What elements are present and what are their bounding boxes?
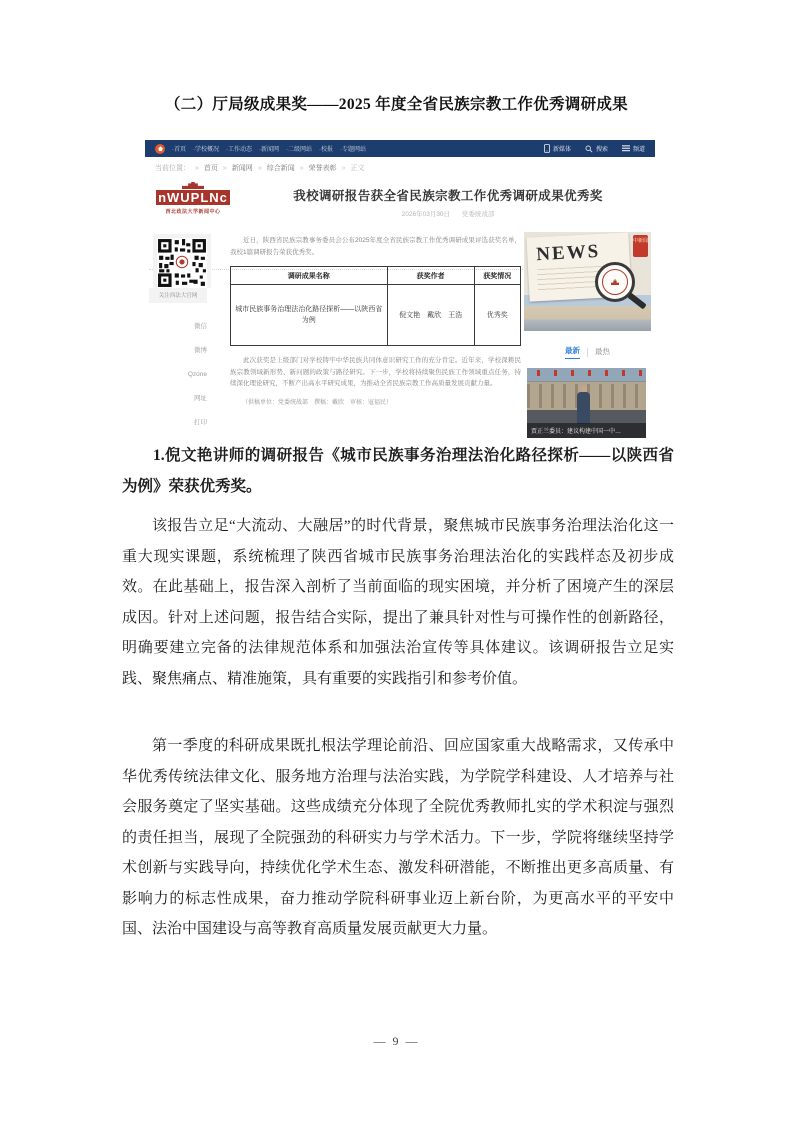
- nav-item-special[interactable]: ·专题网站: [340, 147, 366, 153]
- hamburger-icon: [622, 145, 630, 152]
- award-table: [230, 266, 521, 346]
- cell-authors: 倪文艳 戴欣 王浩: [387, 285, 474, 346]
- news-word: NEWS: [535, 240, 601, 266]
- share-qzone[interactable]: Qzone: [187, 371, 207, 378]
- university-news-logo[interactable]: [149, 182, 237, 215]
- nav-item-subsites[interactable]: ·二级网站: [286, 147, 312, 153]
- red-flags: [529, 370, 644, 376]
- document-body: [122, 440, 674, 945]
- search-button[interactable]: 搜索: [585, 144, 608, 153]
- breadcrumb-news[interactable]: 新闻网: [231, 165, 253, 172]
- cell-result-name: 城市民族事务治理法治化路径探析——以陕西省为例: [231, 285, 388, 346]
- article-byline: （供稿单位：党委统战部 撰稿：戴欣 审核：寇福民）: [242, 399, 393, 406]
- qr-caption: 关注西法大官网: [149, 288, 207, 303]
- breadcrumb-general-news[interactable]: 综合新闻: [266, 165, 295, 172]
- sidebar: [524, 232, 651, 438]
- sidebar-tabs: [524, 345, 651, 359]
- breadcrumb-separator: [223, 165, 227, 172]
- col-header-authors: 获奖作者: [387, 267, 474, 285]
- logo-name: 西北政法大学新闻中心: [165, 209, 221, 215]
- paragraph-quarter-summary: 第一季度的科研成果既扎根法学理论前沿、回应国家重大战略需求，又传承中华优秀传统法律文化、服务地方治理与法治实践，为学院学科建设、人才培养与社会服务奠定了坚实基础。这些成绩充分体现了全院优秀教师扎实的学术积淀与强烈的责任担当，展现了全院强劲的科研实力与学术活力。下一步，学院将继续坚持学术创新与实践导向，持续优化学术生态、激发科研潜能，不断推出更多高质量、有影响力的标志性成果，奋力推动学院科研事业迈上新台阶，为更高水平的平安中国、法治中国建设与高等教育高质量发展贡献更大力量。: [122, 738, 674, 937]
- breadcrumb-prefix: 当前位置：: [155, 165, 190, 172]
- news-illustration: [524, 232, 651, 331]
- nav-item-home[interactable]: ·首页: [172, 147, 186, 153]
- table-header-row: [231, 267, 521, 285]
- nav-item-news-trends[interactable]: ·工作动态: [226, 147, 252, 153]
- paragraph-award-lead: 1.倪文艳讲师的调研报告《城市民族事务治理法治化路径探析——以陕西省为例》荣获优秀奖。: [122, 447, 674, 495]
- qr-code: [153, 234, 211, 288]
- breadcrumb-separator: [258, 165, 262, 172]
- breadcrumb-current: 正文: [350, 165, 365, 172]
- section-heading: （二）厅局级成果奖——2025 年度全省民族宗教工作优秀调研成果: [165, 96, 628, 113]
- related-news-photo[interactable]: [527, 368, 646, 438]
- col-header-award: 获奖情况: [474, 267, 520, 285]
- tab-hottest[interactable]: 最热: [595, 346, 610, 356]
- site-navbar: [145, 140, 655, 157]
- share-print[interactable]: 打印: [194, 419, 207, 426]
- article-source: 党委统战部: [461, 211, 495, 218]
- article-body: [230, 235, 521, 412]
- article-closing: 此次获奖是上级部门对学校铸牢中华民族共同体意识研究工作的充分肯定。近年来，学校深耕民族宗教领域新形势、新问题的政策与路径研究。下一步，学校将持续聚焦民族工作领域重点任务，持续深化理论研究，不断产出高水平研究成果，为推动全省民族宗教工作高质量发展贡献力量。: [230, 357, 521, 387]
- article-header: [145, 180, 655, 230]
- breadcrumb-home[interactable]: 首页: [203, 165, 218, 172]
- breadcrumb: [145, 157, 655, 179]
- person-figure: [577, 392, 590, 424]
- university-seal-icon: [602, 269, 628, 295]
- article-title: 我校调研报告获全省民族宗教工作优秀调研成果优秀奖: [293, 189, 603, 203]
- share-list: [153, 315, 211, 435]
- tab-latest[interactable]: 最新: [565, 345, 580, 359]
- navbar-utilities: [544, 144, 645, 153]
- table-row: [231, 285, 521, 346]
- nav-item-paper[interactable]: ·校报: [319, 147, 333, 153]
- home-icon[interactable]: [155, 144, 165, 154]
- phone-icon: [544, 144, 550, 153]
- search-icon: [585, 145, 593, 153]
- share-wechat[interactable]: 微信: [194, 323, 207, 330]
- cell-award: 优秀奖: [474, 285, 520, 346]
- red-stamp-badge: 中新闻: [633, 235, 648, 257]
- breadcrumb-honors[interactable]: 荣誉表彰: [308, 165, 337, 172]
- page-number: — 9 —: [373, 1034, 420, 1048]
- share-url[interactable]: 网址: [194, 395, 207, 402]
- channel-menu-button[interactable]: 频道: [622, 144, 645, 153]
- embedded-webpage-screenshot: [145, 140, 655, 433]
- article-intro: 近日，陕西省民族宗教事务委员会公布2025年度全省民族宗教工作优秀调研成果评选获奖名单，我校1篇调研报告荣获优秀奖。: [230, 237, 521, 256]
- article-date: 2026年03月30日: [401, 211, 451, 218]
- col-header-result-name: 调研成果名称: [231, 267, 388, 285]
- logo-acronym: nWUPLNc: [158, 190, 228, 205]
- nav-item-news-site[interactable]: ·新闻网: [259, 147, 279, 153]
- share-weibo[interactable]: 微博: [194, 347, 207, 354]
- logo-building-icon: [182, 182, 204, 189]
- share-column: [153, 234, 211, 435]
- related-news-caption: 贾正兰委员：建议构建中国一中…: [527, 423, 646, 438]
- breadcrumb-separator: [300, 165, 304, 172]
- article-meta: [241, 209, 655, 218]
- nav-item-about[interactable]: ·学校概况: [193, 147, 219, 153]
- breadcrumb-separator: [342, 165, 346, 172]
- paragraph-report-summary: 该报告立足“大流动、大融居”的时代背景，聚焦城市民族事务治理法治化这一重大现实课题，系统梳理了陕西省城市民族事务治理法治化的实践样态及初步成效。在此基础上，报告深入剖析了当前面临的现实困境，并分析了困境产生的深层成因。针对上述问题，报告结合实际，提出了兼具针对性与可操作性的创新路径，明确要建立完备的法律规范体系和加强法治宣传等具体建议。该调研报告立足实践、聚焦痛点、精准施策，具有重要的实践指引和参考价值。: [122, 518, 674, 687]
- new-media-button[interactable]: 新媒体: [544, 144, 571, 153]
- breadcrumb-separator: [195, 165, 199, 172]
- tab-divider: [587, 348, 588, 357]
